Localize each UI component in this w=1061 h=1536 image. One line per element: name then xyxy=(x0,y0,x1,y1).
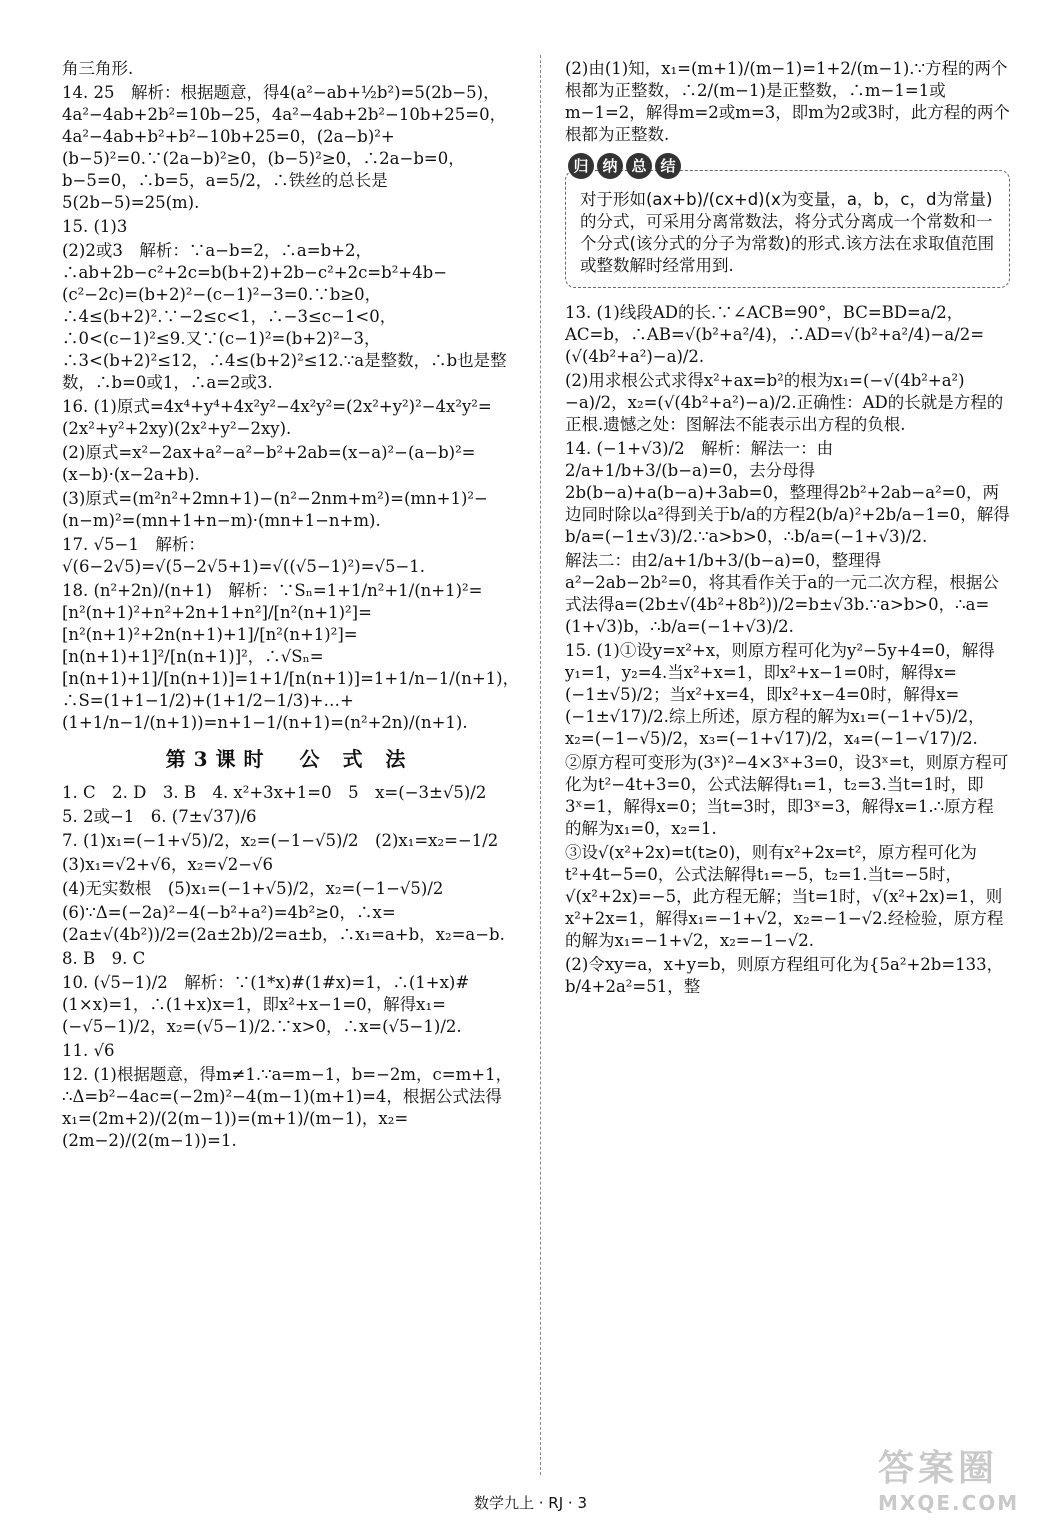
answer-line: 14. 25 解析：根据题意，得4(a²−ab+½b²)=5(2b−5)，4a²−4ab+2b²=10b−25，4a²−4ab+2b²−10b+25=0，4a²−4ab+b²+b²−10b+25=0，(2a−b)²+(b−5)²=0.∵(2a−b)²≥0，(b−5)²≥0，∴2a−b=0，b−5=0，∴b=5，a=5/2，∴铁丝的总长是5(2b−5)=25(m). xyxy=(62,83,507,212)
answer-line: (6)∵Δ=(−2a)²−4(−b²+a²)=4b²≥0，∴x=(2a±√(4b²))/2=(2a±2b)/2=a±b，∴x₁=a+b，x₂=a−b. xyxy=(62,903,505,944)
answer-line: (2)由(1)知，x₁=(m+1)/(m−1)=1+2/(m−1).∵方程的两个根都为正整数，∴2/(m−1)是正整数，∴m−1=1或m−1=2，解得m=2或m=3，即m为2或3时，此方程的两个根都为正整数. xyxy=(565,59,1010,144)
summary-badge xyxy=(568,153,681,179)
answer-line: (2)2或3 解析：∵a−b=2，∴a=b+2，∴ab+2b−c²+2c=b(b+2)+2b−c²+2c=b²+4b−(c²−2c)=(b+2)²−(c−1)²−3=0.∵b≥0，∴4≤(b+2)².∵−2≤c<1，∴−3≤c−1<0，∴0<(c−1)²≤9.又∵(c−1)²=(b+2)²−3，∴3<(b+2)²≤12，∴4≤(b+2)²≤12.∵a是整数，∴b也是整数，∴b=0或1，∴a=2或3. xyxy=(62,241,507,392)
answer-line: 5. 2或−1 6. (7±√37)/6 xyxy=(62,807,257,826)
watermark-text: 答案圈 xyxy=(878,1448,999,1489)
answer-line: (3)原式=(m²n²+2mn+1)−(n²−2nm+m²)=(mn+1)²−(n−m)²=(mn+1+n−m)·(mn+1−n+m). xyxy=(62,489,488,530)
answer-line: 14. (−1+√3)/2 解析：解法一：由2/a+1/b+3/(b−a)=0，去分母得2b(b−a)+a(b−a)+3ab=0，整理得2b²+2ab−a²=0，两边同时除以a²得到关于b/a的方程2(b/a)²+2b/a−1=0，解得b/a=(−1±√3)/2.∵a>b>0，∴b/a=(−1+√3)/2. xyxy=(565,439,1010,546)
answer-line: 18. (n²+2n)/(n+1) 解析：∵Sₙ=1+1/n²+1/(n+1)²=[n²(n+1)²+n²+2n+1+n²]/[n²(n+1)²]=[n²(n+1)²+2n(n+1)+1]/[n²(n+1)²]=[n(n+1)+1]²/[n(n+1)]²，∴√Sₙ=[n(n+1)+1]/[n(n+1)]=1+1/[n(n+1)]=1+1/n−1/(n+1)，∴S=(1+1−1/2)+(1+1/2−1/3)+…+(1+1/n−1/(n+1))=n+1−1/(n+1)=(n²+2n)/(n+1). xyxy=(62,581,520,732)
answer-line: (2)原式=x²−2ax+a²−a²−b²+2ab=(x−a)²−(a−b)²=(x−b)·(x−2a+b). xyxy=(62,443,476,484)
badge-char: 归 xyxy=(568,153,594,179)
column-divider xyxy=(540,55,541,1475)
summary-text: 对于形如(ax+b)/(cx+d)(x为变量，a，b，c，d为常量)的分式，可采用分离常数法，将分式分离成一个常数和一个分式(该分式的分子为常数)的形式.该方法在求取值范围或整数解时经常用到. xyxy=(580,190,995,275)
answer-line: 11. √6 xyxy=(62,1041,115,1060)
summary-box xyxy=(565,157,1010,288)
answer-line: 8. B 9. C xyxy=(62,949,146,968)
answer-line: (2)令xy=a，x+y=b，则原方程组可化为{5a²+2b=133，b/4+2a²=51，整 xyxy=(565,955,1004,996)
answer-line: ②原方程可变形为(3ˣ)²−4×3ˣ+3=0，设3ˣ=t，则原方程可化为t²−4t+3=0，公式法解得t₁=1，t₂=3.当t=1时，即3ˣ=1，解得x=0；当t=3时，即3ˣ=3，解得x=1.∴原方程的解为x₁=0，x₂=1. xyxy=(565,753,1009,838)
badge-char: 纳 xyxy=(597,153,623,179)
answer-line: 16. (1)原式=4x⁴+y⁴+4x²y²−4x²y²=(2x²+y²)²−4x²y²=(2x²+y²+2xy)(2x²+y²−2xy). xyxy=(62,397,492,438)
left-column xyxy=(62,58,520,1154)
page-footer: 数学九上 · RJ · 3 xyxy=(474,1494,587,1512)
badge-char: 总 xyxy=(626,153,652,179)
answer-line: (4)无实数根 (5)x₁=(−1+√5)/2，x₂=(−1−√5)/2 xyxy=(62,879,444,898)
answer-line: ③设√(x²+2x)=t(t≥0)，则有x²+2x=t²，原方程可化为t²+4t−5=0，公式法解得t₁=−5，t₂=1.当t=−5时，√(x²+2x)=−5，此方程无解；当t=1时，√(x²+2x)=1，则x²+2x=1，解得x₁=−1+√2，x₂=−1−√2.经检验，原方程的解为x₁=−1+√2，x₂=−1−√2. xyxy=(565,843,1004,950)
section-title: 第3课时 公 式 法 xyxy=(165,747,414,771)
answer-line: 12. (1)根据题意，得m≠1.∵a=m−1，b=−2m，c=m+1，∴Δ=b²−4ac=(−2m)²−4(m−1)(m+1)=4，根据公式法得x₁=(2m+2)/(2(m−1))=(m+1)/(m−1)，x₂=(2m−2)/(2(m−1))=1. xyxy=(62,1065,513,1150)
answer-line: (3)x₁=√2+√6，x₂=√2−√6 xyxy=(62,855,274,874)
answer-line: 17. √5−1 解析：√(6−2√5)=√(5−2√5+1)=√((√5−1)²)=√5−1. xyxy=(62,535,426,576)
watermark-logo xyxy=(878,1440,1038,1520)
right-column xyxy=(565,58,1010,1000)
answer-line: 1. C 2. D 3. B 4. x²+3x+1=0 5 x=(−3±√5)/2 xyxy=(62,783,487,802)
answer-line: 15. (1)3 xyxy=(62,217,128,236)
answer-line: 解法二：由2/a+1/b+3/(b−a)=0，整理得a²−2ab−2b²=0，将其看作关于a的一元二次方程，根据公式法得a=(2b±√(4b²+8b²))/2=b±√3b.∵a>b>0，∴a=(1+√3)b，∴b/a=(−1+√3)/2. xyxy=(565,551,999,636)
badge-char: 结 xyxy=(655,153,681,179)
answer-line: (2)用求根公式求得x²+ax=b²的根为x₁=(−√(4b²+a²)−a)/2，x₂=(√(4b²+a²)−a)/2.正确性：AD的长就是方程的正根.遗憾之处：图解法不能表示出方程的负根. xyxy=(565,371,1004,434)
answer-line: 10. (√5−1)/2 解析：∵(1*x)#(1#x)=1，∴(1+x)#(1×x)=1，∴(1+x)x=1，即x²+x−1=0，解得x₁=(−√5−1)/2，x₂=(√5−1)/2.∵x>0，∴x=(√5−1)/2. xyxy=(62,973,470,1036)
watermark-url: MXQE.COM xyxy=(878,1491,1020,1515)
answer-line: 13. (1)线段AD的长.∵∠ACB=90°，BC=BD=a/2，AC=b，∴AB=√(b²+a²/4)，∴AD=√(b²+a²/4)−a/2=(√(4b²+a²)−a)/2. xyxy=(565,303,985,366)
answer-line: 7. (1)x₁=(−1+√5)/2，x₂=(−1−√5)/2 (2)x₁=x₂=−1/2 xyxy=(62,831,499,850)
answer-line: 角三角形. xyxy=(62,59,134,78)
answer-line: 15. (1)①设y=x²+x，则原方程可化为y²−5y+4=0，解得y₁=1，y₂=4.当x²+x=1，即x²+x−1=0时，解得x=(−1±√5)/2；当x²+x=4，即x²+x−4=0时，解得x=(−1±√17)/2.综上所述，原方程的解为x₁=(−1+√5)/2，x₂=(−1−√5)/2，x₃=(−1+√17)/2，x₄=(−1−√17)/2. xyxy=(565,641,995,748)
